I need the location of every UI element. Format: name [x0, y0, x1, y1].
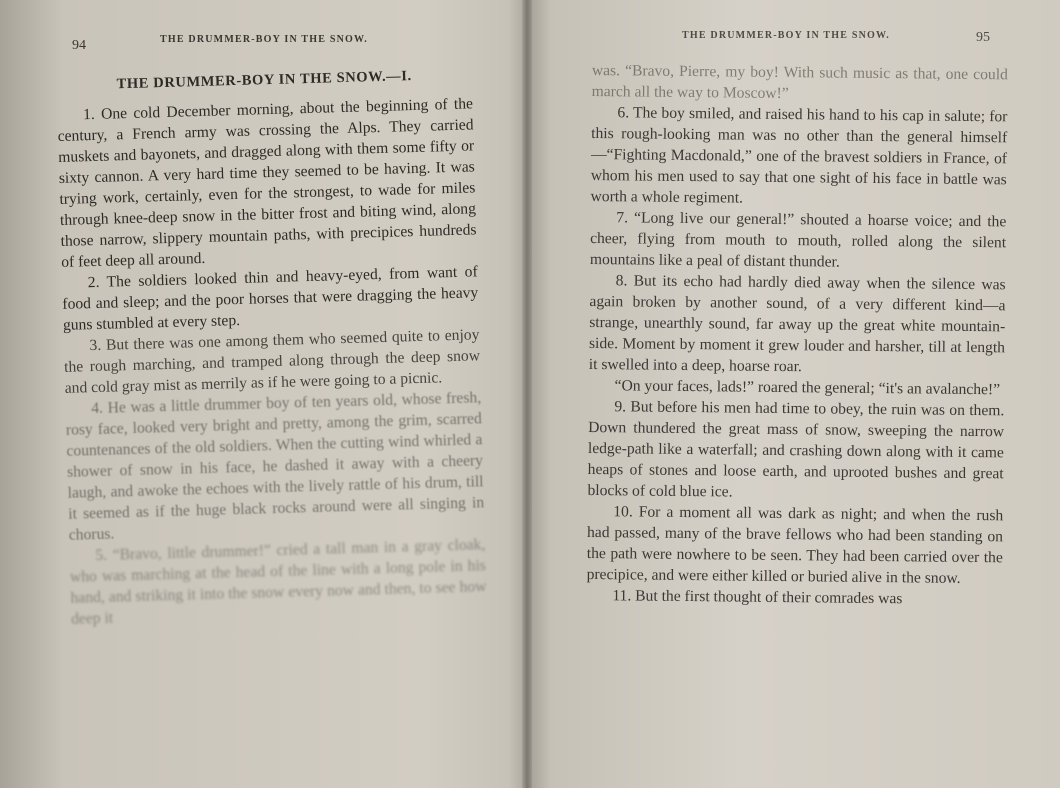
paragraph: 7. “Long live our general!” shouted a hoarse voice; and the cheer, flying from mouth to mouth, rolled along the silent mountains like a peal of distant thunder. [589, 209, 1007, 271]
left-page [0, 0, 526, 788]
paragraph: was. “Bravo, Pierre, my boy! With such music as that, one could march all the way to Moscow!” [591, 61, 1008, 103]
paragraph: 8. But its echo had hardly died away when the silence was again broken by another sound, of a very different kind—a strange, unearthly sound, far away up the great white mountain-side. Moment by moment it grew louder and harsher, till at length it swelled into a deep, hoarse roar. [588, 272, 1006, 376]
right-page [530, 0, 1060, 788]
running-head-left: THE DRUMMER-BOY IN THE SNOW. [160, 34, 368, 45]
chapter-title: THE DRUMMER-BOY IN THE SNOW.—I. [116, 68, 412, 93]
right-text-column [586, 60, 1008, 610]
paragraph: 10. For a moment all was dark as night; and when the rush had passed, many of the brave fellows who had been standing on the path were nowhere to be seen. They had been carried over the precipice, and were either killed or buried alive in the snow. [586, 503, 1004, 587]
paragraph: 9. But before his men had time to obey, the ruin was on them. Down thundered the great mass of snow, sweeping the narrow ledge-path like a waterfall; and crashing down along with it came heaps of stones and loose earth, and uprooted bushes and great blocks of cold blue ice. [587, 398, 1005, 501]
page-number-right: 95 [976, 30, 990, 45]
paragraph: 1. One cold December morning, about the beginning of the century, a French army was crossing the Alps. They carried muskets and bayonets, and dragged along with them some fifty or sixty cannon. A very hard time they seemed to be having. It was trying work, certainly, even for the strongest, to wade for miles through knee-deep snow in the bitter frost and biting wind, along those narrow, slippery mountain paths, with precipices hundreds of feet deep all around. [57, 95, 477, 271]
paragraph: 6. The boy smiled, and raised his hand to his cap in salute; for this rough-looking man was no other than the general himself—“Fighting Macdonald,” one of the bravest soldiers in France, of whom his men used to say that one sight of his face in battle was worth a whole regiment. [590, 104, 1008, 207]
paragraph: 5. “Bravo, little drummer!” cried a tall man in a gray cloak, who was marching at the head of the line with a long pole in his hand, and striking it into the snow every now and then, to see how deep it [69, 536, 487, 628]
paragraph: “On your faces, lads!” roared the general; “it's an avalanche!” [614, 377, 1001, 399]
page-number-left: 94 [72, 38, 86, 53]
paragraph: 11. But the first thought of their comrades was [612, 587, 903, 608]
left-text-column [56, 64, 487, 629]
paragraph: 2. The soldiers looked thin and heavy-eyed, from want of food and sleep; and the poor horses that were dragging the heavy guns stumbled at every step. [62, 263, 479, 334]
running-head-right: THE DRUMMER-BOY IN THE SNOW. [682, 30, 890, 41]
paragraph: 4. He was a little drummer boy of ten years old, whose fresh, rosy face, looked very bright and pretty, among the grim, scarred countenances of the old soldiers. When the cutting wind whirled a shower of snow in his face, he dashed it away with a cheery laugh, and awoke the echoes with the lively rattle of his drum, till it seemed as if the huge black rocks around were all singing in chorus. [65, 389, 485, 544]
paragraph: 3. But there was one among them who seemed quite to enjoy the rough marching, and tramped along through the deep snow and cold gray mist as merrily as if he were going to a picnic. [63, 326, 481, 397]
